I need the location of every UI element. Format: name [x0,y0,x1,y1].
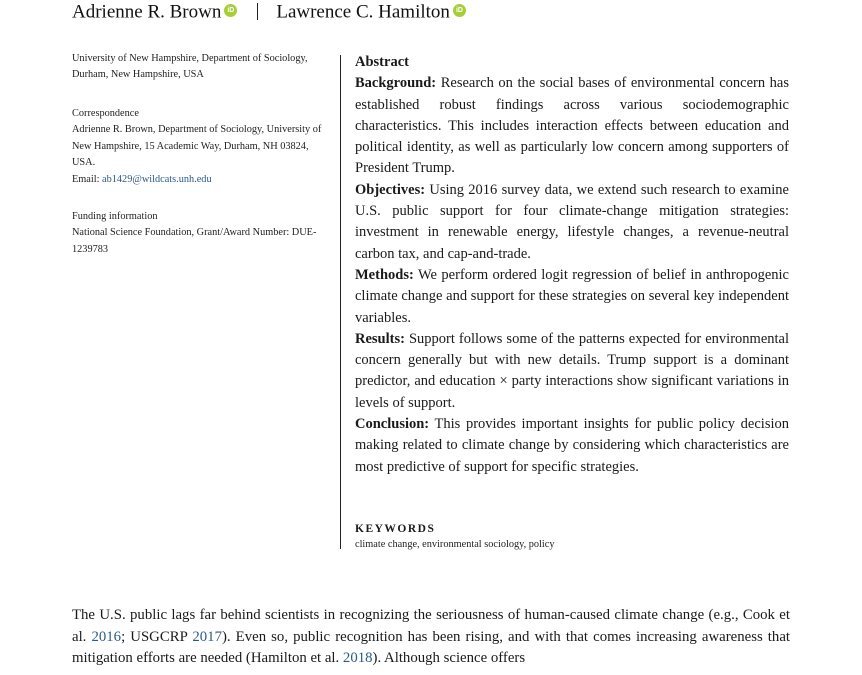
author-name: Adrienne R. Brown [72,1,222,23]
section-text: Support follows some of the patterns expected for environmental concern generally but with new details. Trump support is a dominant predictor, and education × party interactions show significant variations in levels of support. [355,330,789,411]
section-label: Results: [355,330,405,347]
funding-text: National Science Foundation, Grant/Award Number: DUE-1239783 [72,227,317,255]
keywords [355,521,789,553]
abstract-conclusion [355,414,789,478]
section-label: Conclusion: [355,416,430,433]
section-label: Background: [355,75,437,92]
email-link[interactable]: ab1429@wildcats.unh.edu [102,173,212,185]
section-text: This provides important insights for public policy decision making related to climate change by considering which characteristics are most predictive of support for specific strategies. [355,416,789,475]
abstract-heading: Abstract [355,54,409,70]
affiliation [72,51,322,84]
orcid-icon[interactable]: iD [453,4,466,17]
orcid-icon[interactable]: iD [224,4,237,17]
body-text-run: ). Even so, public recognition has been rising, and with that comes increasing awareness that mitigation efforts are needed (Hamilton et al. [72,628,790,667]
citation-link[interactable]: 2016 [91,628,122,645]
body-text [72,605,790,670]
correspondence [72,106,322,188]
keywords-heading: KEYWORDS [355,523,436,535]
abstract [355,52,789,478]
body-text-run: ; USGCRP [121,628,193,645]
body-paragraph [72,605,790,670]
funding-heading: Funding information [72,211,158,222]
abstract-background [355,73,789,179]
author-separator [257,3,258,20]
author-list [72,0,466,25]
abstract-results [355,329,789,414]
column-divider [340,55,341,549]
correspondence-heading: Correspondence [72,108,139,119]
funding-information [72,209,322,258]
author-name: Lawrence C. Hamilton [276,1,450,23]
section-label: Methods: [355,266,414,283]
keywords-list: climate change, environmental sociology, policy [355,539,555,550]
citation-link[interactable]: 2018 [342,650,373,667]
body-text-run: The U.S. public lags far behind scientists in recognizing the seriousness of human-caused climate change (e.g., Cook et al. [72,607,790,645]
abstract-objectives [355,180,789,265]
section-text: Research on the social bases of environmental concern has established robust findings across various sociodemographic characteristics. This includes interaction effects between education and political identity, as well as particularly low concern among supporters of President Trump. [355,75,789,177]
section-text: Using 2016 survey data, we extend such research to examine U.S. public support for four climate-change mitigation strategies: investment in renewable energy, lifestyle changes, a revenue-neutral carbon tax, and cap-and-trade. [355,181,789,262]
section-label: Objectives: [355,181,426,198]
body-text-run: ). Although science offers [372,650,526,667]
affiliation-text: University of New Hampshire, Department of Sociology, Durham, New Hampshire, USA [72,53,308,81]
correspondence-email [72,172,322,188]
abstract-methods [355,265,789,329]
correspondence-address: Adrienne R. Brown, Department of Sociology, University of New Hampshire, 15 Academic Way, Durham, NH 03824, USA. [72,124,322,169]
email-label: Email: [72,173,100,185]
section-text: We perform ordered logit regression of belief in anthropogenic climate change and support for these strategies on several key independent variables. [355,266,789,326]
citation-link[interactable]: 2017 [192,628,222,645]
